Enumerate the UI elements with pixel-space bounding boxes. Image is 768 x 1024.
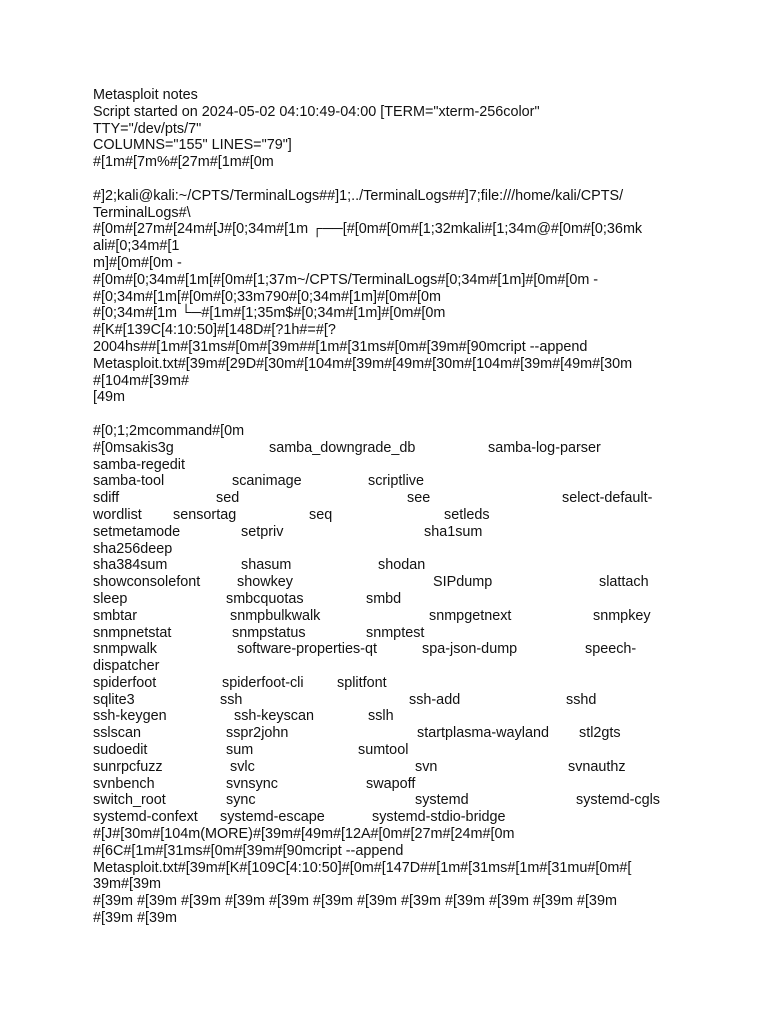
command-name: smbd (366, 590, 402, 607)
command-name: swapoff (366, 775, 416, 792)
command-name: smbcquotas (226, 590, 304, 607)
document-title: Metasploit notes (93, 87, 198, 103)
command-name: stl2gts (579, 725, 621, 742)
command-name: sha384sum (93, 557, 168, 574)
command-name: snmptest (366, 624, 425, 641)
command-name: startplasma-wayland (417, 725, 549, 742)
command-name: seq (309, 506, 333, 523)
command-name: svnsync (226, 775, 278, 792)
command-name: shodan (378, 557, 426, 574)
command-row (93, 625, 683, 642)
command-name: sunrpcfuzz (93, 758, 163, 775)
command-name: samba-regedit (93, 456, 185, 473)
command-row (93, 457, 683, 474)
trailer-line: #[39m #[39m #[39m #[39m #[39m #[39m #[39m #[39m #[39m #[39m #[39m #[39m (93, 893, 617, 910)
command-row (93, 708, 683, 725)
command-name: see (407, 490, 431, 507)
command-row (93, 692, 683, 709)
command-name: slattach (599, 574, 649, 591)
command-name: sslh (368, 708, 394, 725)
command-name: shasum (241, 557, 292, 574)
prompt-line: #[104m#[39m# (93, 372, 189, 389)
command-name: svn (415, 758, 438, 775)
command-row (93, 524, 683, 541)
command-row (93, 725, 683, 742)
command-name: speech- (585, 641, 637, 658)
command-name: sdiff (93, 490, 120, 507)
command-name: select-default- (562, 490, 653, 507)
document-body (93, 87, 683, 927)
trailer-line: #[6C#[1m#[31ms#[0m#[39m#[90mcript --append (93, 842, 404, 859)
command-row (93, 507, 683, 524)
command-name: sudoedit (93, 742, 148, 759)
trailer-line: Metasploit.txt#[39m#[K#[109C[4:10:50]#[0m#[147D##[1m#[31ms#[1m#[31mu#[0m#[ (93, 859, 632, 876)
command-row (93, 591, 683, 608)
command-name: systemd-confext (93, 809, 198, 826)
command-name: #[0msakis3g (93, 439, 174, 456)
command-name: snmpwalk (93, 641, 157, 658)
command-name: snmpbulkwalk (230, 607, 321, 624)
command-name: snmpkey (593, 607, 651, 624)
command-name: setmetamode (93, 523, 181, 540)
command-name: splitfont (337, 674, 387, 691)
command-name: sqlite3 (93, 691, 135, 708)
command-name: software-properties-qt (237, 641, 377, 658)
command-name: samba_downgrade_db (269, 439, 416, 456)
blank-line (93, 171, 683, 188)
command-row (93, 742, 683, 759)
command-name: wordlist (93, 506, 142, 523)
command-row (93, 440, 683, 457)
trailer-line: 39m#[39m (93, 876, 161, 893)
command-name: sslscan (93, 725, 141, 742)
command-name: scriptlive (368, 473, 424, 490)
command-name: setpriv (241, 523, 284, 540)
trailer-line: #[39m #[39m (93, 910, 177, 927)
prompt-line: TerminalLogs#\ (93, 204, 191, 221)
header-line: TTY="/dev/pts/7" (93, 120, 202, 137)
command-row (93, 557, 683, 574)
blank-line (93, 406, 683, 423)
command-row (93, 658, 683, 675)
command-name: svnbench (93, 775, 155, 792)
command-row (93, 541, 683, 558)
command-row (93, 809, 683, 826)
command-name: samba-log-parser (488, 439, 601, 456)
command-header-line: #[0;1;2mcommand#[0m (93, 422, 245, 439)
command-name: spiderfoot-cli (222, 674, 304, 691)
command-name: systemd-escape (220, 809, 325, 826)
prompt-line: Metasploit.txt#[39m#[29D#[30m#[104m#[39m#[49m#[30m#[104m#[39m#[49m#[30m (93, 355, 633, 372)
command-name: setleds (444, 506, 490, 523)
command-row (93, 641, 683, 658)
command-name: ssh-keyscan (234, 708, 314, 725)
command-name: switch_root (93, 792, 166, 809)
command-name: ssh-add (409, 691, 461, 708)
command-name: showconsolefont (93, 574, 201, 591)
command-name: smbtar (93, 607, 137, 624)
command-row (93, 473, 683, 490)
command-name: spiderfoot (93, 674, 157, 691)
command-name: systemd-cgls (576, 792, 660, 809)
command-row (93, 759, 683, 776)
command-name: svnauthz (568, 758, 626, 775)
header-line: COLUMNS="155" LINES="79"] (93, 137, 292, 154)
command-name: snmpstatus (232, 624, 306, 641)
command-name: dispatcher (93, 658, 160, 675)
command-name: ssh (220, 691, 243, 708)
command-list (93, 440, 683, 826)
command-row (93, 675, 683, 692)
prompt-line: #[K#[139C[4:10:50]#[148D#[?1h#=#[? (93, 322, 336, 339)
command-name: ssh-keygen (93, 708, 167, 725)
command-name: sshd (566, 691, 597, 708)
command-name: scanimage (232, 473, 302, 490)
command-row (93, 792, 683, 809)
command-row (93, 608, 683, 625)
command-name: sspr2john (226, 725, 289, 742)
command-name: svlc (230, 758, 255, 775)
command-name: sensortag (173, 506, 237, 523)
prompt-line: m]#[0m#[0m - (93, 254, 182, 271)
command-name: samba-tool (93, 473, 165, 490)
prompt-line: #[0m#[0;34m#[1m[#[0m#[1;37m~/CPTS/TerminalLogs#[0;34m#[1m]#[0m#[0m - (93, 271, 599, 288)
command-name: sha1sum (424, 523, 483, 540)
command-name: sum (226, 742, 254, 759)
command-name: sha256deep (93, 540, 173, 557)
command-name: sumtool (358, 742, 409, 759)
prompt-line: #[0m#[27m#[24m#[J#[0;34m#[1m ┌──[#[0m#[0m#[1;32mkali#[1;34m@#[0m#[0;36mk (93, 221, 643, 238)
command-name: systemd-stdio-bridge (372, 809, 506, 826)
command-name: sync (226, 792, 256, 809)
command-name: spa-json-dump (422, 641, 518, 658)
prompt-line: [49m (93, 389, 125, 406)
command-name: systemd (415, 792, 469, 809)
command-name: sed (216, 490, 240, 507)
command-row (93, 776, 683, 793)
trailer-line: #[J#[30m#[104m(MORE)#[39m#[49m#[12A#[0m#[27m#[24m#[0m (93, 826, 515, 843)
command-name: sleep (93, 590, 128, 607)
prompt-line: 2004hs##[1m#[31ms#[0m#[39m##[1m#[31ms#[0m#[39m#[90mcript --append (93, 338, 588, 355)
command-row (93, 490, 683, 507)
prompt-line: ali#[0;34m#[1 (93, 238, 180, 255)
prompt-line: #[0;34m#[1m[#[0m#[0;33m790#[0;34m#[1m]#[0m#[0m (93, 288, 441, 305)
command-name: showkey (237, 574, 293, 591)
header-line: Script started on 2024-05-02 04:10:49-04:00 [TERM="xterm-256color" (93, 103, 540, 120)
command-name: snmpgetnext (429, 607, 512, 624)
command-row (93, 574, 683, 591)
prompt-line: #]2;kali@kali:~/CPTS/TerminalLogs##]1;../TerminalLogs##]7;file:///home/kali/CPTS/ (93, 187, 624, 204)
command-name: snmpnetstat (93, 624, 172, 641)
prompt-line: #[0;34m#[1m └─#[1m#[1;35m$#[0;34m#[1m]#[0m#[0m (93, 305, 446, 322)
command-name: SIPdump (433, 574, 493, 591)
header-line: #[1m#[7m%#[27m#[1m#[0m (93, 154, 274, 171)
